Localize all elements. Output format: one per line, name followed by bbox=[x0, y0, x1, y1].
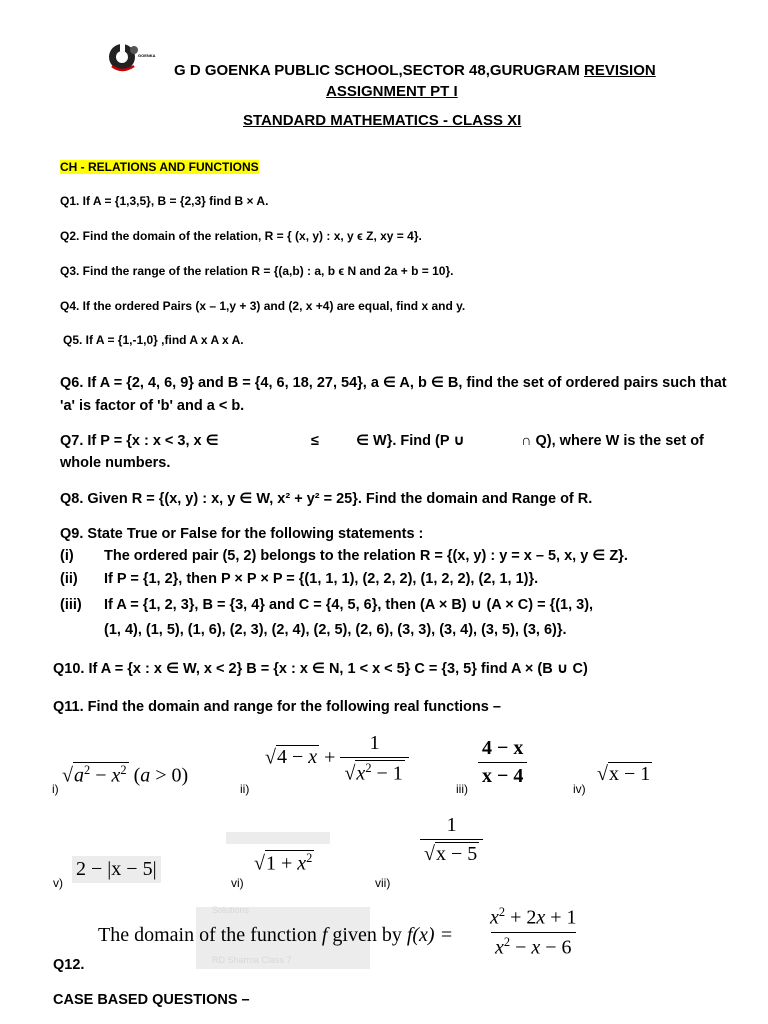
function-i-label: i) bbox=[52, 782, 59, 796]
function-v: 2 − |x − 5| bbox=[72, 856, 161, 883]
function-vii-label: vii) bbox=[375, 876, 391, 890]
question-8: Q8. Given R = {(x, y) : x, y ∈ W, x² + y² = 25}. Find the domain and Range of R. bbox=[60, 491, 593, 507]
question-11: Q11. Find the domain and range for the following real functions – bbox=[53, 699, 501, 715]
assignment-title: ASSIGNMENT PT I bbox=[326, 83, 458, 100]
function-vii: $\frac{1}{√x - 5}$ bbox=[420, 814, 483, 866]
question-7-part4: ∩ Q), where W is the set of bbox=[521, 433, 704, 449]
function-iv: √x − 1 bbox=[597, 763, 651, 785]
q9-ii-text: If P = {1, 2}, then P × P × P = {(1, 1, 1), (2, 2, 2), (1, 2, 2), (2, 1, 1)}. bbox=[104, 571, 539, 587]
function-iii-label: iii) bbox=[456, 782, 468, 796]
question-9: Q9. State True or False for the following statements : bbox=[60, 526, 424, 542]
q9-i-text: The ordered pair (5, 2) belongs to the relation R = {(x, y) : y = x – 5, x, y ∈ Z}. bbox=[104, 548, 628, 564]
q12-label: Q12. bbox=[53, 957, 85, 973]
q9-ii-label: (ii) bbox=[60, 571, 78, 587]
question-6-line2: 'a' is factor of 'b' and a < b. bbox=[60, 398, 245, 414]
function-vi-label: vi) bbox=[231, 876, 244, 890]
q12-fraction: $\frac{x^2 + 2x + 1}{x^2 - x - 6}$ bbox=[490, 905, 577, 959]
q9-iii-label: (iii) bbox=[60, 597, 82, 613]
question-2: Q2. Find the domain of the relation, R = { (x, y) : x, y ϵ Z, xy = 4}. bbox=[60, 229, 422, 243]
question-4: Q4. If the ordered Pairs (x – 1,y + 3) and (2, x +4) are equal, find x and y. bbox=[60, 299, 466, 313]
watermark-bottom: RD Sharma Class 7 bbox=[212, 955, 292, 965]
function-vi: $√1 + x^2$ bbox=[254, 851, 313, 875]
question-7-part2: ≤ bbox=[311, 433, 319, 449]
case-based-heading: CASE BASED QUESTIONS – bbox=[53, 992, 250, 1008]
question-6-line1: Q6. If A = {2, 4, 6, 9} and B = {4, 6, 18, 27, 54}, a ∈ A, b ∈ B, find the set of ordered pairs such that bbox=[60, 375, 727, 391]
question-7-line2: whole numbers. bbox=[60, 455, 171, 471]
q12-statement: The domain of the function f given by f(x) = bbox=[98, 924, 454, 946]
q9-i-label: (i) bbox=[60, 548, 74, 564]
school-logo bbox=[104, 40, 160, 76]
question-10: Q10. If A = {x : x ∈ W, x < 2} B = {x : x ∈ N, 1 < x < 5} C = {3, 5} find A × (B ∪ C) bbox=[53, 661, 588, 677]
function-ii-label: ii) bbox=[240, 782, 250, 796]
revision-word: REVISION bbox=[584, 62, 656, 79]
watermark-top: Solutions bbox=[212, 905, 250, 915]
image-patch bbox=[226, 832, 330, 844]
question-1: Q1. If A = {1,3,5}, B = {2,3} find B × A. bbox=[60, 194, 269, 208]
question-7-part3: ∈ W}. Find (P ∪ bbox=[356, 433, 466, 449]
chapter-heading: CH - RELATIONS AND FUNCTIONS bbox=[60, 160, 259, 174]
function-i: $√a^2 - x^2$ (a > 0) bbox=[62, 763, 189, 787]
school-title: G D GOENKA PUBLIC SCHOOL,SECTOR 48,GURUGRAM REVISION bbox=[174, 62, 656, 79]
function-iv-label: iv) bbox=[573, 782, 586, 796]
q9-iii-text-line2: (1, 4), (1, 5), (1, 6), (2, 3), (2, 4), (2, 5), (2, 6), (3, 3), (3, 4), (3, 5), (3, 6)}. bbox=[104, 622, 567, 638]
question-5: Q5. If A = {1,-1,0} ,find A x A x A. bbox=[63, 333, 244, 347]
logo-text: GOENKA bbox=[138, 53, 156, 58]
q9-iii-text-line1: If A = {1, 2, 3}, B = {3, 4} and C = {4, 5, 6}, then (A × B) ∪ (A × C) = {(1, 3), bbox=[104, 597, 594, 613]
function-ii: √4 − x + $\frac{1}{√x^2 - 1}$ bbox=[265, 732, 409, 786]
question-3: Q3. Find the range of the relation R = {(a,b) : a, b ϵ N and 2a + b = 10}. bbox=[60, 264, 454, 278]
function-iii: $\frac{4 - x}{x - 4}$ bbox=[478, 737, 527, 788]
question-7-part1: Q7. If P = {x : x < 3, x ∈ bbox=[60, 433, 219, 449]
function-v-label: v) bbox=[53, 876, 63, 890]
subject-title: STANDARD MATHEMATICS - CLASS XI bbox=[243, 112, 522, 129]
